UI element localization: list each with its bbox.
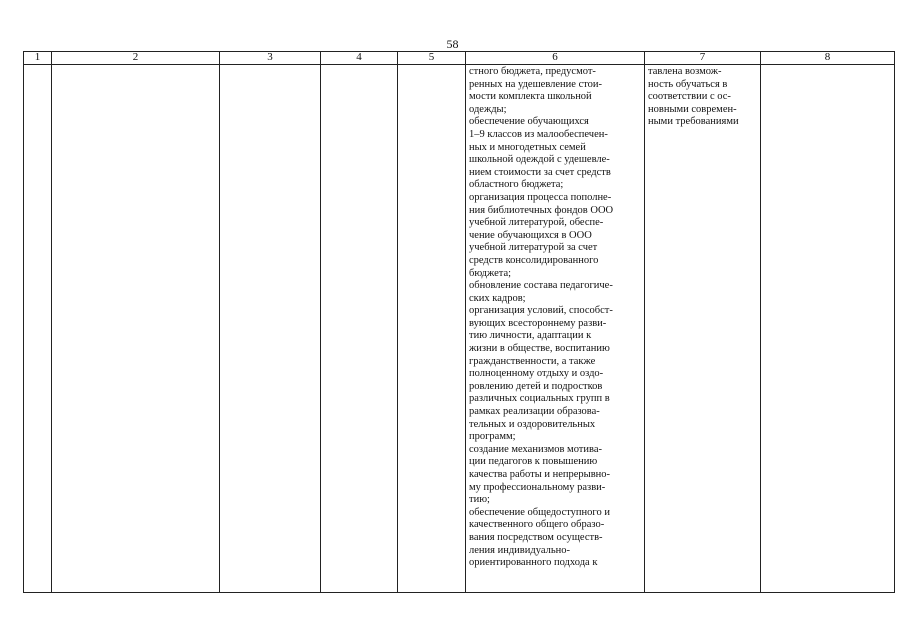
text-line: стного бюджета, предусмот- [469,66,596,77]
cell-col-7 [645,65,761,593]
cell-col-5 [398,65,466,593]
table-header-row [24,52,895,65]
text-line: учебной литературой за счет [469,242,598,254]
cell-col-1 [24,65,52,593]
text-line: ровлению детей и подростков [469,380,603,392]
text-line: мости комплекта школьной [469,91,592,103]
text-line: средств консолидированного [469,254,599,266]
text-line: тию; [469,494,490,506]
text-line: учебной литературой, обеспе- [469,217,604,229]
text-line: обновление состава педагогиче- [469,280,613,292]
column-header: 3 [220,52,321,65]
column-header: 7 [645,52,761,65]
text-line: качественного общего образо- [469,519,605,531]
text-line: создание механизмов мотива- [469,443,602,455]
document-table [23,51,895,593]
text-line: 1–9 классов из малообеспечен- [469,128,608,140]
text-line: ренных на удешевление стои- [469,78,603,90]
text-line: жизни в обществе, воспитанию [469,343,610,355]
measures-text [466,65,644,570]
cell-col-6 [466,65,645,593]
text-line: организация условий, способст- [469,305,613,317]
text-line: обеспечение обучающихся [469,116,589,128]
table-row [24,65,895,593]
text-line: ориентированного подхода к [469,557,598,569]
text-line: тавлена возмож- [648,66,722,77]
text-line: му профессиональному разви- [469,481,606,493]
text-line: ными требованиями [648,116,739,128]
text-line: чение обучающихся в ООО [469,229,592,241]
text-line: ции педагогов к повышению [469,456,598,468]
text-line: рамках реализации образова- [469,406,600,418]
cell-col-4 [321,65,398,593]
text-line: вующих всестороннему разви- [469,317,607,329]
text-line: полноценному отдыху и оздо- [469,368,604,380]
result-text [645,65,760,129]
text-line: нием стоимости за счет средств [469,166,611,178]
text-line: школьной одеждой с удешевле- [469,154,610,166]
text-line: тию личности, адаптации к [469,330,592,342]
page-number: 58 [446,37,459,51]
text-line: качества работы и непрерывно- [469,469,611,480]
column-header: 1 [24,52,52,65]
text-line: ность обучаться в [648,78,728,90]
text-line: ния библиотечных фондов ООО [469,204,614,216]
text-line: бюджета; [469,267,512,279]
cell-col-8 [761,65,895,593]
cell-col-3 [220,65,321,593]
column-header: 2 [52,52,220,65]
text-line: тельных и оздоровительных [469,418,596,430]
text-line: ных и многодетных семей [469,141,586,153]
text-line: вания посредством осуществ- [469,531,603,543]
text-line: областного бюджета; [469,179,564,191]
column-header: 4 [321,52,398,65]
text-line: программ; [469,431,516,443]
text-line: соответствии с ос- [648,91,731,103]
column-header: 6 [466,52,645,65]
text-line: новными современ- [648,103,737,115]
text-line: различных социальных групп в [469,393,610,405]
text-line: ления индивидуально- [469,544,570,556]
text-line: гражданственности, а также [469,355,596,367]
text-line: одежды; [469,103,507,115]
text-line: обеспечение общедоступного и [469,506,610,518]
text-line: организация процесса пополне- [469,191,612,203]
column-header: 8 [761,52,895,65]
cell-col-2 [52,65,220,593]
column-header: 5 [398,52,466,65]
text-line: ских кадров; [469,292,526,304]
